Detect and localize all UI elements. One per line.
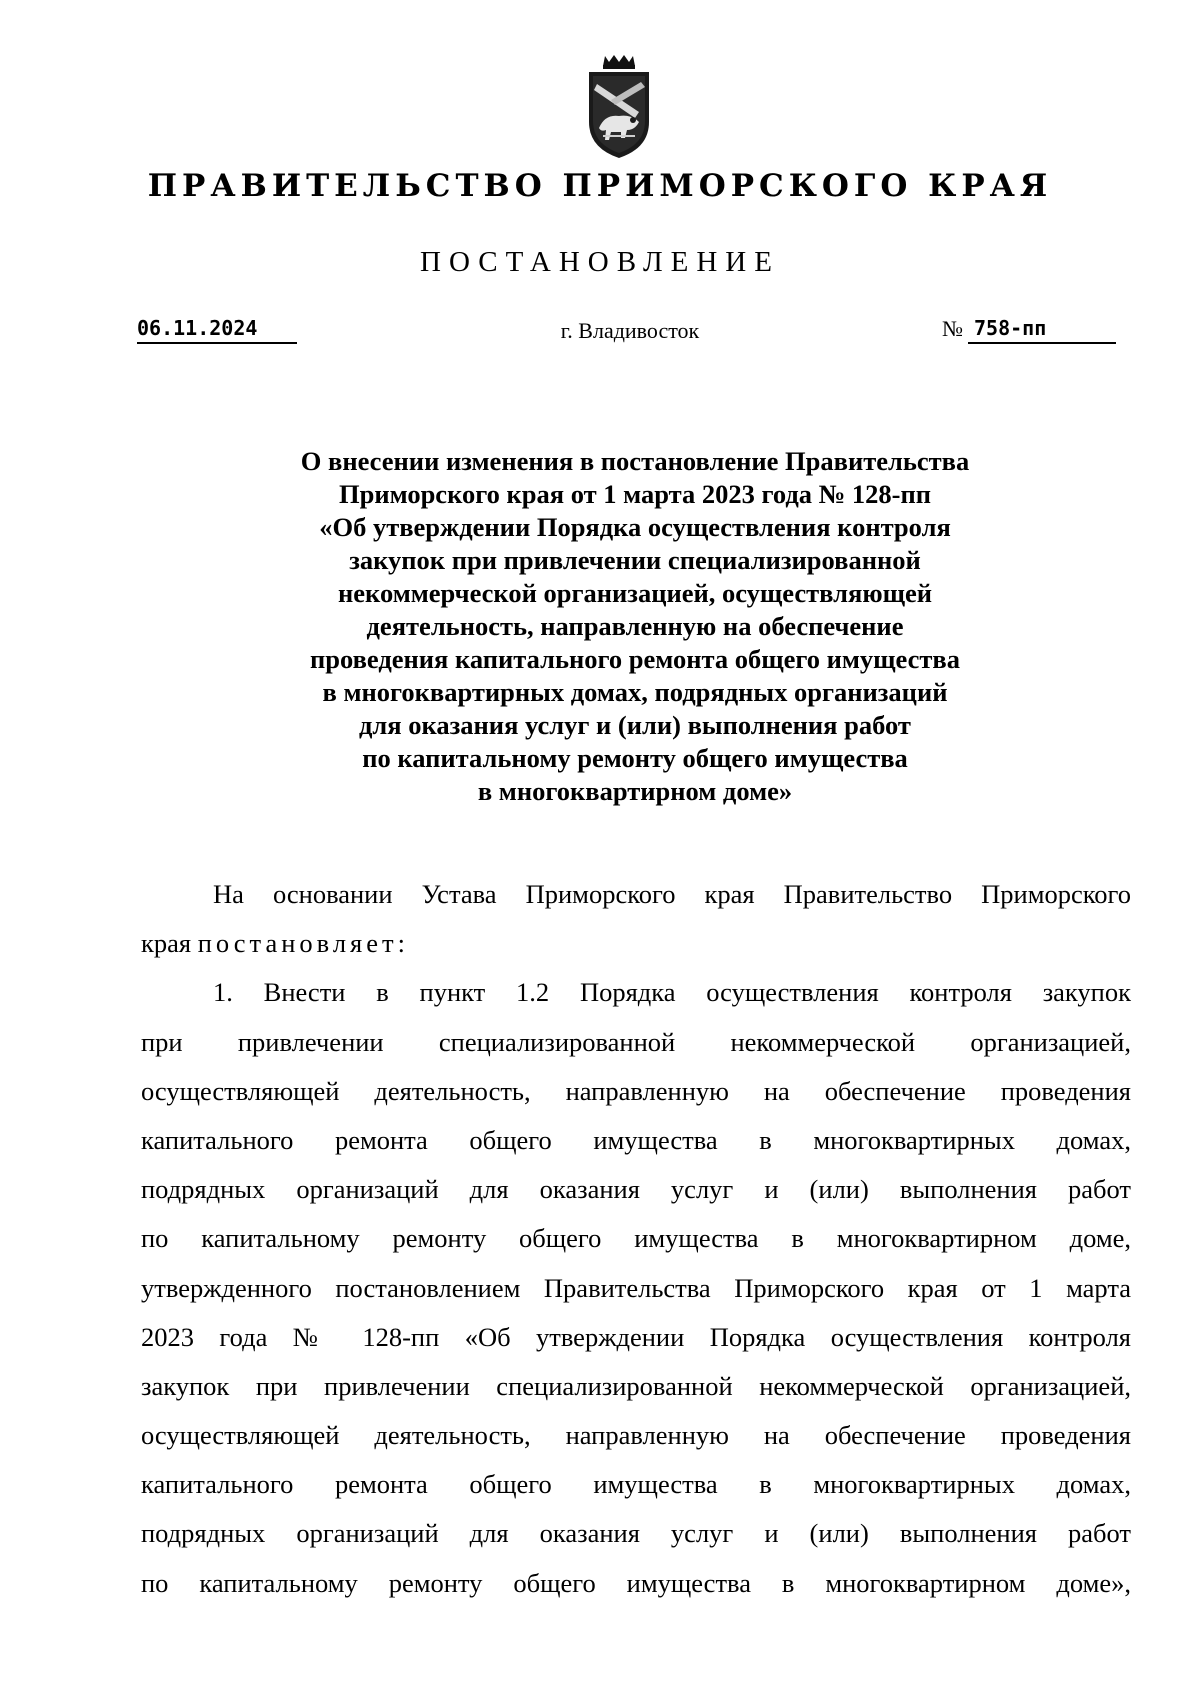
heading-line: деятельность, направленную на обеспечение [366,611,904,641]
document-city: г. Владивосток [560,318,700,343]
body-line: 2023 года № 128-пп «Об утверждении Порядка осуществления контроля [141,1321,1131,1352]
body-line: закупок при привлечении специализированной некоммерческой организацией, [141,1370,1131,1401]
heading-line: по капитальному ремонту общего имущества [362,743,908,773]
heading-line: в многоквартирных домах, подрядных организаций [322,677,948,707]
heading-line: некоммерческой организацией, осуществляющей [338,578,932,608]
body-line: капитального ремонта общего имущества в многоквартирных домах, [141,1469,1131,1500]
decree-word: постановляет: [197,928,409,959]
number-sign: № [942,316,963,341]
body-line: при привлечении специализированной некоммерческой организацией, [141,1026,1131,1057]
body-line: 1. Внести в пункт 1.2 Порядка осуществления контроля закупок [213,977,1131,1008]
heading-line: закупок при привлечении специализированной [349,545,921,575]
body-line: по капитальному ремонту общего имущества в многоквартирном доме, [141,1223,1131,1254]
document-body [141,870,1131,1608]
preamble-line [141,919,1131,968]
heading-line: для оказания услуг и (или) выполнения работ [359,710,911,740]
body-line: подрядных организаций для оказания услуг и (или) выполнения работ [141,1518,1131,1549]
body-line: осуществляющей деятельность, направленную на обеспечение проведения [141,1420,1131,1451]
heading-line: в многоквартирном доме» [477,776,793,806]
body-line: подрядных организаций для оказания услуг и (или) выполнения работ [141,1174,1131,1205]
body-line: капитального ремонта общего имущества в многоквартирных домах, [141,1124,1131,1155]
preamble-line: На основании Устава Приморского края Правительство Приморского [213,879,1131,909]
coat-of-arms-icon [575,52,663,160]
heading-line: проведения капитального ремонта общего имущества [310,644,960,674]
heading-line: «Об утверждении Порядка осуществления контроля [319,512,951,542]
document-heading [200,445,1070,808]
body-line: по капитальному ремонту общего имущества в многоквартирном доме», [141,1567,1131,1598]
government-title: ПРАВИТЕЛЬСТВО ПРИМОРСКОГО КРАЯ [147,168,1053,204]
body-line: утвержденного постановлением Правительства Приморского края от 1 марта [141,1272,1131,1303]
body-line: осуществляющей деятельность, направленную на обеспечение проведения [141,1075,1131,1106]
heading-line: О внесении изменения в постановление Правительства [300,446,970,476]
preamble-text: края [141,928,192,959]
document-date: 06.11.2024 [137,316,297,344]
document-type: ПОСТАНОВЛЕНИЕ [420,246,780,278]
document-number: 758-пп [968,316,1116,344]
heading-line: Приморского края от 1 марта 2023 года № 128-пп [339,479,931,509]
